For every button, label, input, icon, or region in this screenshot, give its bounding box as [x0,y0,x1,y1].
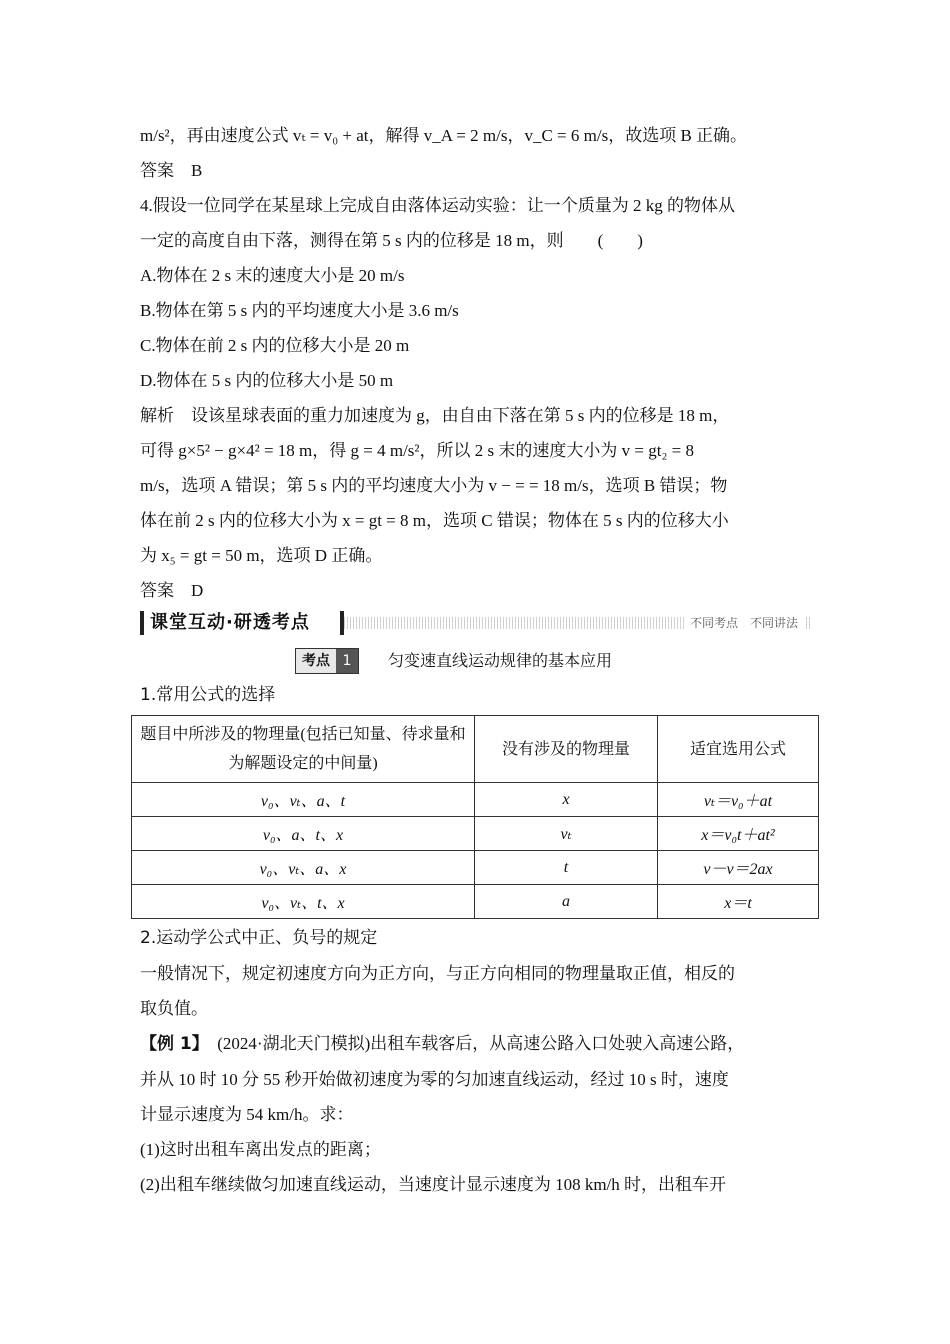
table-cell: v₀、vₜ、t、x [132,885,475,919]
table-header-cell: 适宜选用公式 [658,716,819,783]
table-cell: v－v＝2ax [658,851,819,885]
section-heading: 2.运动学公式中正、负号的规定 [140,928,378,948]
topic-badge-number: 1 [336,649,358,673]
text-line: 一般情况下，规定初速度方向为正方向，与正方向相同的物理量取正值，相反的 [140,964,735,983]
option-c: C.物体在前 2 s 内的位移大小是 20 m [140,336,410,355]
formula-table [131,715,819,919]
page-content [140,118,812,1202]
analysis-line: 可得 g×5² − g×4² = 18 m，得 g = 4 m/s²，所以 2 s 末的速度大小为 v = gt₂ = 8 [140,441,694,460]
text-line: 取负值。 [140,999,208,1018]
banner-title: 课堂互动·研透考点 [140,611,344,635]
table-header-cell: 题目中所涉及的物理量(包括已知量、待求量和为解题设定的中间量) [132,716,475,783]
analysis-line: 体在前 2 s 内的位移大小为 x = gt = 8 m，选项 C 错误；物体在 5 s 内的位移大小 [140,511,729,530]
example-line: 并从 10 时 10 分 55 秒开始做初速度为零的匀加速直线运动，经过 10 s 时，速度 [140,1070,729,1089]
question-4-line: 4.假设一位同学在某星球上完成自由落体运动实验：让一个质量为 2 kg 的物体从 [140,196,735,215]
table-cell: x＝t [658,885,819,919]
table-cell: x＝v₀t＋at² [658,817,819,851]
text-line: m/s²，再由速度公式 vₜ = v₀ + at，解得 v_A = 2 m/s，v_C = 6 m/s，故选项 B 正确。 [140,126,748,145]
table-cell: v₀、vₜ、a、x [132,851,475,885]
table-cell: vₜ [475,817,658,851]
example-label: 【例 1】 [140,1034,201,1054]
example-line: (1)这时出租车离出发点的距离； [140,1140,381,1159]
example-line: 计显示速度为 54 km/h。求： [140,1105,354,1124]
analysis-line: m/s，选项 A 错误；第 5 s 内的平均速度大小为 v − = = 18 m/s，选项 B 错误；物 [140,476,728,495]
table-cell: a [475,885,658,919]
example-line [140,1026,812,1062]
example-text: (2024·湖北天门模拟)出租车载客后，从高速公路入口处驶入高速公路， [200,1034,745,1053]
table-row [132,885,819,919]
table-cell: v₀、a、t、x [132,817,475,851]
example-line: (2)出租车继续做匀加速直线运动，当速度计显示速度为 108 km/h 时，出租车开 [140,1175,727,1194]
table-cell: x [475,783,658,817]
table-cell: vₜ＝v₀＋at [658,783,819,817]
topic-badge-label: 考点 [296,649,336,673]
table-header-cell: 没有涉及的物理量 [475,716,658,783]
analysis-line: 为 x₅ = gt = 50 m，选项 D 正确。 [140,546,383,565]
question-4-line: 一定的高度自由下落，测得在第 5 s 内的位移是 18 m，则 ( ) [140,231,643,250]
answer-line: 答案 B [140,161,203,180]
table-row [132,783,819,817]
option-b: B.物体在第 5 s 内的平均速度大小是 3.6 m/s [140,301,459,320]
section-banner [140,610,812,638]
table-cell: t [475,851,658,885]
topic-header [140,644,812,678]
topic-badge [295,648,359,674]
table-cell: v₀、vₜ、a、t [132,783,475,817]
answer-line: 答案 D [140,581,204,600]
option-a: A.物体在 2 s 末的速度大小是 20 m/s [140,266,405,285]
section-heading: 1.常用公式的选择 [140,685,276,705]
topic-title: 匀变速直线运动规律的基本应用 [388,651,613,670]
analysis-line: 解析 设该星球表面的重力加速度为 g，由自由下落在第 5 s 内的位移是 18 m， [140,406,730,425]
option-d: D.物体在 5 s 内的位移大小是 50 m [140,371,394,390]
table-row [132,851,819,885]
banner-subtitle: 不同考点 不同讲法 [684,613,804,633]
table-row [132,817,819,851]
table-header-row [132,716,819,783]
